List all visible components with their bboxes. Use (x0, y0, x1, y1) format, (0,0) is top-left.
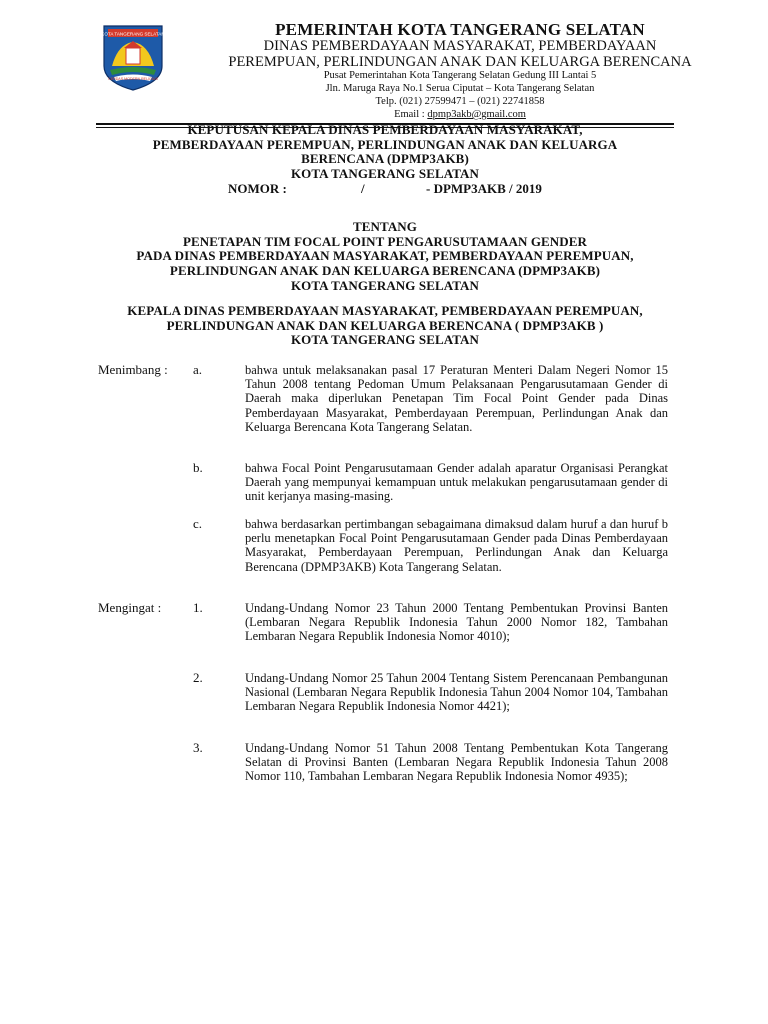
email-line (190, 109, 730, 120)
mengingat-clause-2: Undang-Undang Nomor 25 Tahun 2004 Tentang Sistem Perencanaan Pembangunan Nasional (Lembaran Negara Republik Indonesia Tahun 2004 Nomor 104, Tambahan Lembaran Negara Republik Indonesia Nomor 4421); (245, 671, 668, 714)
menimbang-clause-b: bahwa Focal Point Pengarusutamaan Gender adalah aparatur Organisasi Perangkat Daerah yang mempunyai kemampuan untuk melakukan pengarusutamaan gender di unit kerjanya masing-masing. (245, 461, 668, 504)
mengingat-label: Mengingat : (98, 600, 162, 615)
menimbang-marker-c: c. (193, 516, 203, 531)
mengingat-marker-2: 2. (193, 670, 203, 685)
about-heading (60, 220, 710, 294)
head-of-line1: KEPALA DINAS PEMBERDAYAAN MASYARAKAT, PEMBERDAYAAN PEREMPUAN, (127, 303, 643, 318)
mengingat-marker-3: 3. (193, 740, 203, 755)
menimbang-clause-c: bahwa berdasarkan pertimbangan sebagaimana dimaksud dalam huruf a dan huruf b perlu menetapkan Focal Point Pengarusutamaan Gender pada Dinas Pemberdayaan Masyarakat, Pemberdayaan Perempuan, Perlindungan Anak dan Keluarga Berencana (DPMP3AKB) Kota Tangerang Selatan. (245, 517, 668, 574)
about-line3: PADA DINAS PEMBERDAYAAN MASYARAKAT, PEMBERDAYAAN PEREMPUAN, (136, 248, 634, 264)
about-line4: PERLINDUNGAN ANAK DAN KELUARGA BERENCANA (DPMP3AKB) (169, 263, 601, 279)
email-label: Email : (394, 109, 428, 120)
menimbang-marker-b: b. (193, 460, 203, 475)
phone-line: Telp. (021) 27599471 – (021) 22741858 (375, 96, 545, 107)
head-of-line3: KOTA TANGERANG SELATAN (290, 332, 480, 348)
about-line2: PENETAPAN TIM FOCAL POINT PENGARUSUTAMAAN GENDER (182, 233, 588, 249)
decision-line4: KOTA TANGERANG SELATAN (290, 166, 480, 182)
decision-line2: PEMBERDAYAAN PEREMPUAN, PERLINDUNGAN ANAK DAN KELUARGA (152, 136, 618, 152)
logo-motto: CERDAS MODERN RELIGIUS (108, 77, 158, 82)
agency-name-line1: DINAS PEMBERDAYAAN MASYARAKAT, PEMBERDAYAAN (263, 38, 657, 54)
about-line1: TENTANG (352, 219, 418, 234)
agency-name-line2: PEREMPUAN, PERLINDUNGAN ANAK DAN KELUARGA BERENCANA (228, 54, 692, 70)
nomor-label: NOMOR : (228, 181, 287, 196)
address-line1: Pusat Pemerintahan Kota Tangerang Selatan Gedung III Lantai 5 (323, 70, 597, 81)
decision-heading (60, 123, 710, 182)
nomor-suffix: - DPMP3AKB / 2019 (426, 181, 542, 196)
logo-text: KOTA TANGERANG SELATAN (101, 31, 165, 37)
nomor-separator: / (361, 181, 365, 196)
letterhead-title: PEMERINTAH KOTA TANGERANG SELATAN (275, 20, 645, 39)
city-emblem-logo (98, 22, 168, 92)
mengingat-clause-1: Undang-Undang Nomor 23 Tahun 2000 Tentang Pembentukan Provinsi Banten (Lembaran Negara Republik Indonesia Tahun 2000 Nomor 182, Tambahan Lembaran Negara Republik Indonesia Nomor 4010); (245, 601, 668, 644)
head-of-agency-heading (60, 304, 710, 348)
menimbang-clause-a: bahwa untuk melaksanakan pasal 17 Peraturan Menteri Dalam Negeri Nomor 15 Tahun 2008 tentang Pedoman Umum Pelaksanaan Pengarusutamaan Gender di Daerah maka diperlukan Penetapan Tim Focal Point Gender pada Dinas Pemberdayaan Masyarakat, Pemberdayaan Perempuan, Perlindungan Anak dan Keluarga Berencana Kota Tangerang Selatan. (245, 363, 668, 434)
head-of-line2: PERLINDUNGAN ANAK DAN KELUARGA BERENCANA ( DPMP3AKB ) (166, 317, 604, 333)
decision-line1: KEPUTUSAN KEPALA DINAS PEMBERDAYAAN MASYARAKAT, (187, 122, 583, 137)
email-link[interactable]: dpmp3akb@gmail.com (427, 109, 526, 120)
mengingat-marker-1: 1. (193, 600, 203, 615)
menimbang-marker-a: a. (193, 362, 203, 377)
address-line2: Jln. Maruga Raya No.1 Serua Ciputat – Kota Tangerang Selatan (325, 83, 595, 94)
about-line5: KOTA TANGERANG SELATAN (290, 277, 480, 293)
mengingat-clause-3: Undang-Undang Nomor 51 Tahun 2008 Tentang Pembentukan Kota Tangerang Selatan di Provinsi Banten (Lembaran Negara Republik Indonesia Tahun 2008 Nomor 110, Tambahan Lembaran Negara Republik Indonesia Nomor 4935); (245, 741, 668, 784)
menimbang-label: Menimbang : (98, 362, 168, 377)
decision-line3: BERENCANA (DPMP3AKB) (301, 151, 469, 167)
